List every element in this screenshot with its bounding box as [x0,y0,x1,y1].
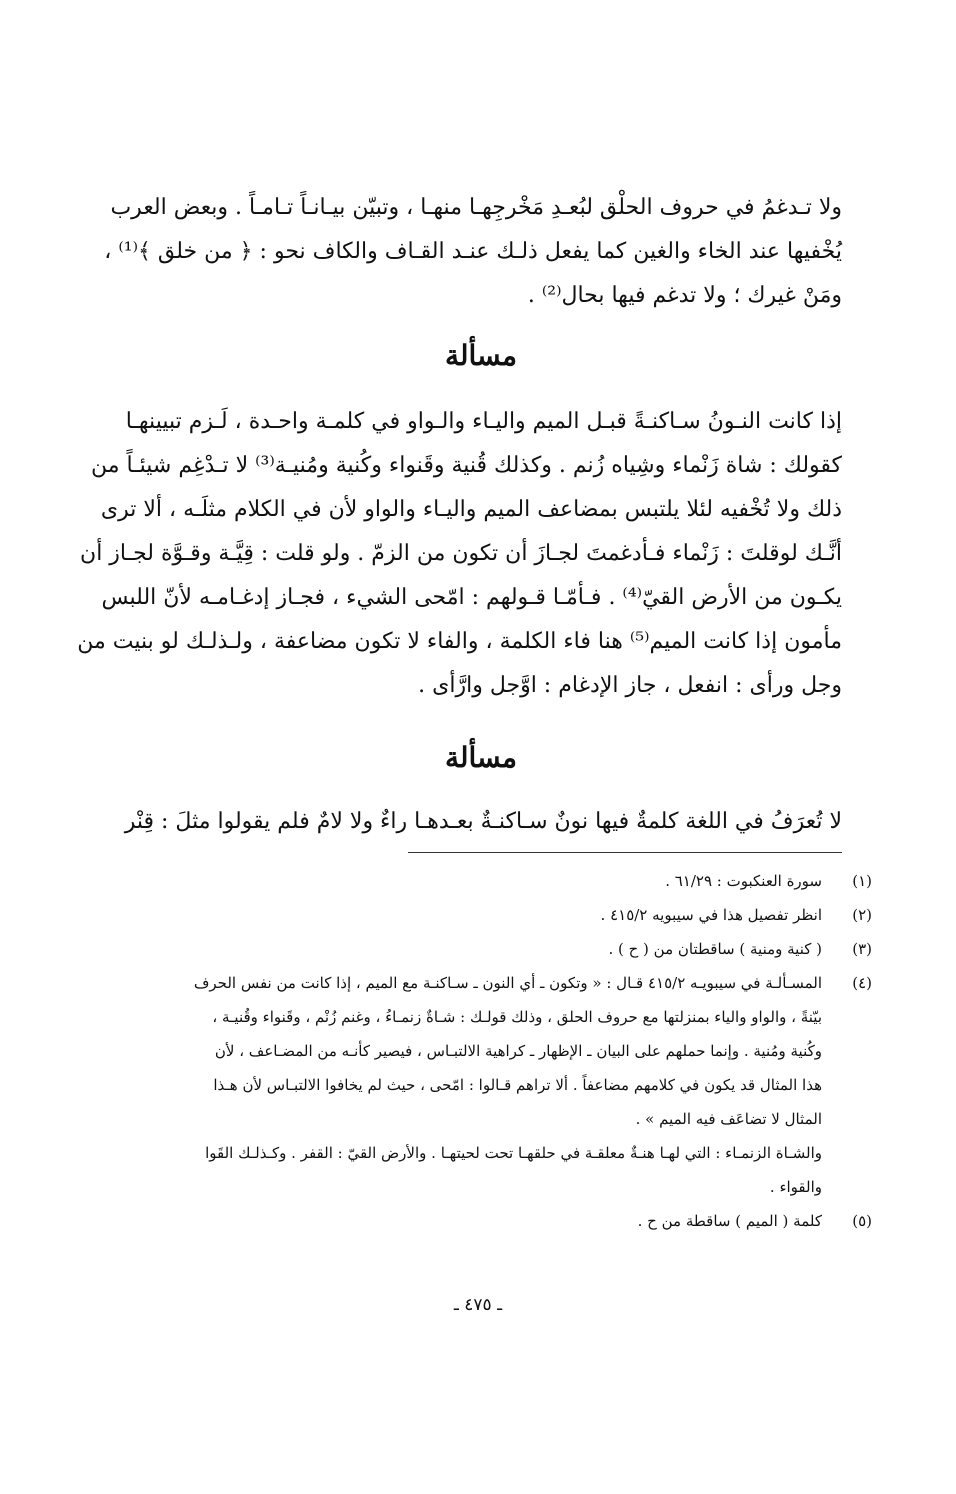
footnote-text: كلمة ( الميم ) ساقطة من ح . [637,1212,822,1230]
footnote-divider [408,852,842,853]
footnote-text: سورة العنكبوت : ٦١/٢٩ . [665,872,822,890]
footnote-4 [120,966,872,1136]
footnote-text: بيّنةً ، والواو والياء بمنزلتها مع حروف الحلق ، وذلك قولـك : شـاةٌ زنمـاءُ ، وغنم زُنْم ، وقَنواء وقُنيـة ، [212,1008,822,1026]
text-line: كقولك : شاة زَنْماء وشِياه زُنم . وكذلك قُنية وقَنواء وكُنية ومُنيـة⁽³⁾ لا تـدْغِم شيئـاً من [90,453,842,478]
footnote-2 [120,898,872,932]
footnote-text: والشـاة الزنمـاء : التي لهـا هنـةٌ معلقـة في حلقهـا تحت لحيتهـا . والأرض القيّ : القفر . وكـذلـك القَوا [205,1144,822,1162]
text-line: أنَّـك لوقلتَ : زَنْماء فـأدغمتَ لجـازَ أن تكون من الزمّ . ولو قلت : قِيَّـة وقـوَّة لجـاز أن [80,541,842,566]
text-line: ومَنْ غيرك ؛ ولا تدغم فيها بحال⁽²⁾ . [527,283,842,308]
footnote-1 [120,864,872,898]
text-line: إذا كانت النـونُ سـاكنـةً قبـل الميم واليـاء والـواو في كلمـة واحـدة ، لَـزم تبيينهـا [125,409,842,434]
text-line: وجل ورأى : انفعل ، جاز الإدغام : اوَّجل وارَّأى . [418,673,842,698]
text-line: يكـون من الأرض القيّ⁽⁴⁾ . فـأمّـا قـولهم : امّحى الشيء ، فجـاز إدغـامـه لأنّ اللبس [101,585,842,610]
text-line: يُخْفيها عند الخاء والغين كما يفعل ذلـك عنـد القـاف والكاف نحو : ﴿ من خلق ﴾⁽¹⁾ ، [104,239,842,264]
footnote-3 [120,932,872,966]
footnote-number: (٥) [852,1212,872,1230]
footnote-number: (٣) [852,940,872,958]
footnote-text: انظر تفصيل هذا في سيبويه ٤١٥/٢ . [600,906,822,924]
footnotes [120,864,872,1238]
footnote-text: المثال لا تضاعَف فيه الميم » . [635,1110,822,1128]
text-line: ولا تـدغمُ في حروف الحلْق لبُعـدِ مَخْرجِهـا منهـا ، وتبيّن بيـانـاً تـامـاً . وبعض العرب [110,195,842,220]
intro-paragraph [104,186,842,318]
text-line: ذلك ولا تُخْفيه لئلا يلتبس بمضاعف الميم واليـاء والواو لأن في الكلام مثلَـه ، ألا ترى [100,497,842,522]
footnote-number: (٢) [852,906,872,924]
footnote-text: المسـألـة في سيبويـه ٤١٥/٢ قـال : « وتكون ـ أي النون ـ سـاكنـة مع الميم ، إذا كانت من نفس الحرف [193,974,822,992]
footnote-text: هذا المثال قد يكون في كلامهم مضاعفاً . ألا تراهم قـالوا : امّحى ، حيث لم يخافوا الالتبـاس لأن هـذا [213,1076,822,1094]
footnote-text: وكُنية ومُنية . وإنما حملهم على البيان ـ الإظهار ـ كراهية الالتبـاس ، فيصير كأنـه من المضـاعف ، لأن [214,1042,822,1060]
footnote-4-continued [120,1136,872,1204]
text-line: مأمون إذا كانت الميم⁽⁵⁾ هنا فاء الكلمة ، والفاء لا تكون مضاعفة ، ولـذلـك لو بنيت من [77,629,842,654]
footnote-number: (٤) [852,974,872,992]
section-heading: مسألة [444,741,518,774]
text-line: لا تُعرَفُ في اللغة كلمةٌ فيها نونٌ سـاكنـةٌ بعـدهـا راءٌ ولا لامٌ فلم يقولوا مثلَ : قِنْر [124,809,842,834]
footnote-text: ( كنية ومنية ) ساقطتان من ( ح ) . [608,940,822,958]
footnote-number: (١) [852,872,872,890]
section-heading: مسألة [444,339,518,372]
footnote-5 [120,1204,872,1238]
paragraph-2 [120,800,842,844]
paragraph-1 [77,400,842,708]
page-number: ـ ٤٧٥ ـ [453,1295,503,1315]
footnote-text: والقواء . [769,1178,822,1196]
